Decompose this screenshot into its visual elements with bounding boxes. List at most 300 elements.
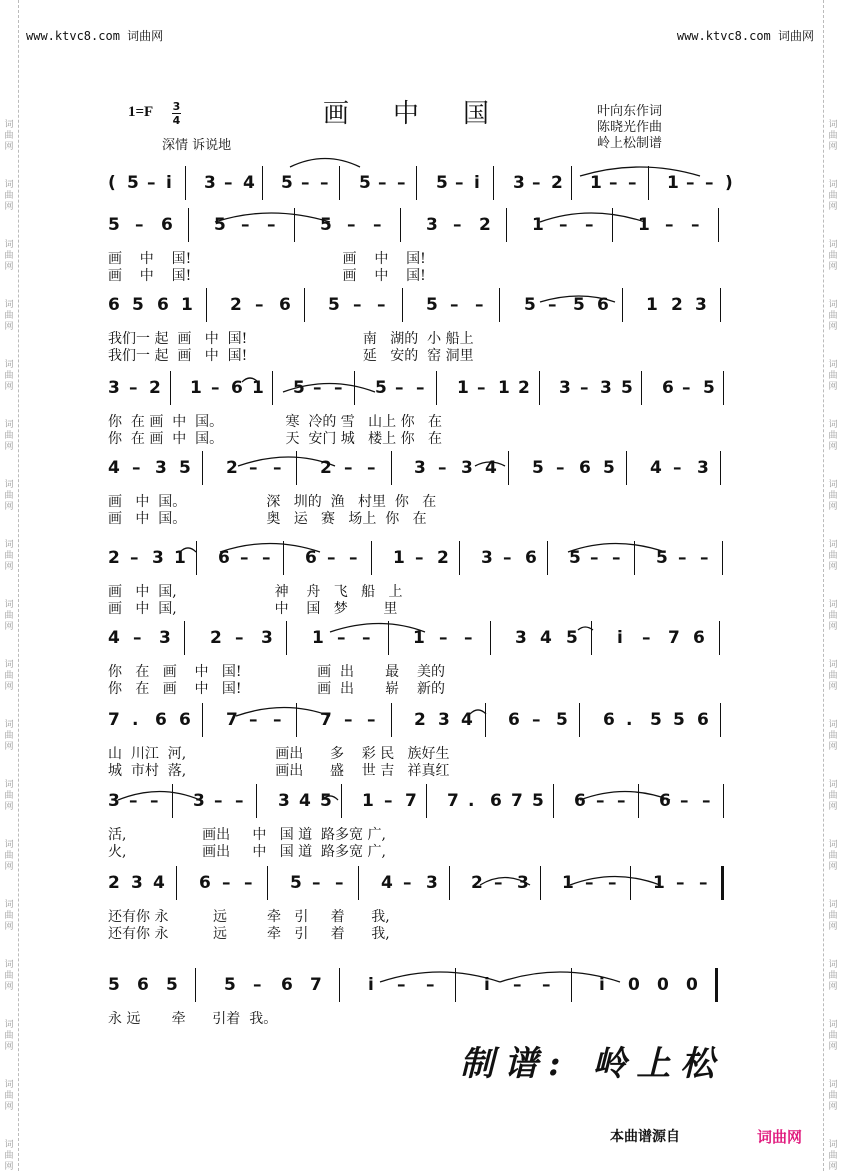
watermark-text: 词曲网 (828, 540, 838, 572)
watermark-text: 词曲网 (828, 120, 838, 152)
note-token: – (532, 173, 541, 193)
note-token: i (368, 975, 374, 995)
lyric-verse-2: 画 中 国。 奥 运 赛 场上 你 在 (108, 511, 427, 527)
note-token: 5 (703, 378, 715, 398)
note-token: – (367, 710, 376, 730)
bar-line (294, 208, 295, 242)
note-token: – (214, 791, 223, 811)
note-token: 1 (312, 628, 324, 648)
bar-line (371, 541, 372, 575)
watermark-text: 词曲网 (828, 900, 838, 932)
note-token: – (130, 548, 139, 568)
bar-line (622, 288, 623, 322)
bar-line (176, 866, 177, 900)
note-token: 1 (646, 295, 658, 315)
note-token: 1 (590, 173, 602, 193)
notation-line (108, 455, 744, 485)
expression-marking: 深情 诉说地 (162, 138, 232, 153)
bar-line (202, 451, 203, 485)
note-token: 4 (108, 458, 120, 478)
note-token: – (241, 215, 250, 235)
bar-line (272, 371, 273, 405)
note-token: 4 (108, 628, 120, 648)
bar-line (723, 784, 724, 818)
note-token: 3 (155, 458, 167, 478)
note-token: – (642, 628, 651, 648)
note-token: 6 (697, 710, 709, 730)
note-token: 6 (108, 295, 120, 315)
note-token: 5 (281, 173, 293, 193)
note-token: – (377, 295, 386, 315)
watermark-text: 词曲网 (4, 180, 14, 212)
note-token: 2 (551, 173, 563, 193)
notation-line (108, 788, 744, 818)
note-token: – (367, 458, 376, 478)
watermark-text: 词曲网 (828, 1080, 838, 1112)
note-token: – (608, 873, 617, 893)
note-token: 3 (481, 548, 493, 568)
lyric-verse-1: 你 在 画 中 国! 画 出 最 美的 (108, 664, 445, 680)
lyric-verse-1: 画 中 国! 画 中 国! (108, 251, 426, 267)
note-token: – (273, 458, 282, 478)
note-token: – (337, 628, 346, 648)
bar-line (184, 621, 185, 655)
note-token: 2 (320, 458, 332, 478)
note-token: 6 (199, 873, 211, 893)
note-token: – (244, 873, 253, 893)
note-token: – (235, 628, 244, 648)
note-token: 1 (393, 548, 405, 568)
note-token: ) (725, 173, 733, 193)
note-token: – (211, 378, 220, 398)
bar-line (490, 621, 491, 655)
note-token: – (532, 710, 541, 730)
note-token: – (596, 791, 605, 811)
note-token: – (556, 458, 565, 478)
note-token: – (503, 548, 512, 568)
note-token: 4 (540, 628, 552, 648)
note-token: 1 (667, 173, 679, 193)
note-token: 1 (413, 628, 425, 648)
notation-line (108, 707, 744, 737)
note-token: 1 (457, 378, 469, 398)
watermark-text: 词曲网 (4, 1020, 14, 1052)
notation-line (108, 292, 744, 322)
note-token: – (678, 548, 687, 568)
bar-line (506, 208, 507, 242)
bar-line (547, 541, 548, 575)
note-token: 2 (108, 873, 120, 893)
bar-line (641, 371, 642, 405)
watermark-text: 词曲网 (4, 840, 14, 872)
watermark-text: 词曲网 (4, 240, 14, 272)
source-note: 本曲谱源自 (610, 1129, 680, 1145)
note-token: 2 (479, 215, 491, 235)
watermark-text: 词曲网 (4, 1140, 14, 1172)
bar-line (339, 968, 340, 1002)
note-token: – (347, 215, 356, 235)
watermark-text: 词曲网 (828, 660, 838, 692)
note-token: 5 (127, 173, 139, 193)
bar-line (539, 371, 540, 405)
watermark-text: 词曲网 (828, 240, 838, 272)
note-token: 5 (673, 710, 685, 730)
bar-line (612, 208, 613, 242)
note-token: 5 (320, 791, 332, 811)
note-token: – (249, 710, 258, 730)
watermark-text: 词曲网 (828, 600, 838, 632)
watermark-text: 词曲网 (828, 1020, 838, 1052)
bar-line (416, 166, 417, 200)
note-token: – (327, 548, 336, 568)
note-token: 5 (621, 378, 633, 398)
note-token: 5 (108, 215, 120, 235)
note-token: 3 (108, 378, 120, 398)
notation-line (108, 545, 744, 575)
note-token: 6 (218, 548, 230, 568)
watermark-text: 词曲网 (828, 780, 838, 812)
note-token: – (335, 873, 344, 893)
note-token: 7 (310, 975, 322, 995)
bar-line (579, 703, 580, 737)
note-token: 5 (290, 873, 302, 893)
note-token: 2 (518, 378, 530, 398)
note-token: – (378, 173, 387, 193)
note-token: – (548, 295, 557, 315)
time-sig-top: 3 (172, 100, 181, 113)
lyric-verse-2: 火, 画出 中 国 道 路多宽 广, (108, 844, 386, 860)
lyricist-credit: 叶向东作词 (597, 104, 663, 119)
bar-line (508, 451, 509, 485)
note-token: – (353, 295, 362, 315)
lyric-verse-2: 城 市村 落, 画出 盛 世 吉 祥真红 (108, 763, 450, 779)
note-token: i (474, 173, 480, 193)
bar-line (391, 451, 392, 485)
note-token: – (513, 975, 522, 995)
note-token: – (320, 173, 329, 193)
note-token: 6 (490, 791, 502, 811)
lyric-verse-1: 画 中 国。 深 圳的 渔 村里 你 在 (108, 494, 437, 510)
note-token: 5 (524, 295, 536, 315)
note-token: – (384, 791, 393, 811)
note-token: 6 (597, 295, 609, 315)
note-token: – (699, 873, 708, 893)
lyric-verse-2: 画 中 国, 中 国 梦 里 (108, 601, 398, 617)
bar-line (449, 866, 450, 900)
note-token: – (477, 378, 486, 398)
note-token: 4 (461, 710, 473, 730)
notation-line (108, 972, 744, 1002)
note-token: 3 (426, 873, 438, 893)
note-token: – (665, 215, 674, 235)
note-token: – (612, 548, 621, 568)
note-token: 5 (108, 975, 120, 995)
note-token: 6 (579, 458, 591, 478)
note-token: 6 (279, 295, 291, 315)
notation-line (108, 212, 744, 242)
note-token: 3 (131, 873, 143, 893)
watermark-text: 词曲网 (4, 660, 14, 692)
note-token: 7 (226, 710, 238, 730)
note-token: – (609, 173, 618, 193)
note-token: – (133, 628, 142, 648)
bar-line (185, 166, 186, 200)
note-token: 2 (414, 710, 426, 730)
site-url-left[interactable]: www.ktvc8.com 词曲网 (26, 29, 164, 43)
bar-line (715, 968, 718, 1002)
note-token: 3 (600, 378, 612, 398)
bar-line (718, 208, 719, 242)
watermark-text: 词曲网 (828, 1140, 838, 1172)
note-token: i (599, 975, 605, 995)
note-token: 6 (603, 710, 615, 730)
transcriber-signature: 制谱: 岭上松 (460, 1044, 725, 1084)
note-token: – (559, 215, 568, 235)
lyric-verse-2: 你 在 画 中 国。 天 安门 城 楼上 你 在 (108, 431, 442, 447)
site-url-right[interactable]: www.ktvc8.com 词曲网 (676, 29, 814, 43)
note-token: – (450, 295, 459, 315)
note-token: 1 (181, 295, 193, 315)
bar-line (391, 703, 392, 737)
note-token: 5 (166, 975, 178, 995)
note-token: 3 (204, 173, 216, 193)
bar-line (206, 288, 207, 322)
note-token: 6 (659, 791, 671, 811)
note-token: 1 (174, 548, 186, 568)
note-token: 0 (657, 975, 669, 995)
note-token: – (617, 791, 626, 811)
slur (290, 159, 360, 168)
note-token: – (426, 975, 435, 995)
note-token: 5 (426, 295, 438, 315)
bar-line (283, 541, 284, 575)
note-token: – (705, 173, 714, 193)
watermark-text: 词曲网 (4, 600, 14, 632)
note-token: 3 (414, 458, 426, 478)
note-token: – (129, 378, 138, 398)
notation-line (108, 170, 744, 200)
note-token: i (484, 975, 490, 995)
note-token: 5 (179, 458, 191, 478)
note-token: 6 (137, 975, 149, 995)
watermark-text: 词曲网 (828, 480, 838, 512)
note-token: – (676, 873, 685, 893)
bar-line (626, 451, 627, 485)
note-token: – (362, 628, 371, 648)
note-token: 7 (320, 710, 332, 730)
bar-line (638, 784, 639, 818)
bar-line (648, 166, 649, 200)
note-token: 5 (656, 548, 668, 568)
bar-line (540, 866, 541, 900)
note-token: 4 (485, 458, 497, 478)
note-token: 6 (525, 548, 537, 568)
note-token: – (255, 295, 264, 315)
bar-line (170, 371, 171, 405)
lyric-verse-2: 画 中 国! 画 中 国! (108, 268, 426, 284)
note-token: 3 (559, 378, 571, 398)
note-token: 5 (650, 710, 662, 730)
bar-line (485, 703, 486, 737)
note-token: 3 (697, 458, 709, 478)
note-token: – (249, 458, 258, 478)
note-token: 6 (693, 628, 705, 648)
bar-line (354, 371, 355, 405)
bar-line (188, 208, 189, 242)
note-token: 4 (650, 458, 662, 478)
bar-line (196, 541, 197, 575)
note-token: – (273, 710, 282, 730)
transcriber-credit: 岭上松制谱 (597, 136, 663, 151)
note-token: 5 (573, 295, 585, 315)
note-token: – (682, 378, 691, 398)
bar-line (723, 371, 724, 405)
watermark-text: 词曲网 (828, 300, 838, 332)
note-token: – (686, 173, 695, 193)
note-token: 3 (517, 873, 529, 893)
notation-line (108, 870, 744, 900)
note-token: – (349, 548, 358, 568)
note-token: 3 (152, 548, 164, 568)
bar-line (202, 703, 203, 737)
note-token: 4 (299, 791, 311, 811)
note-token: i (617, 628, 623, 648)
note-token: 0 (628, 975, 640, 995)
note-token: 2 (671, 295, 683, 315)
note-token: – (150, 791, 159, 811)
watermark-text: 词曲网 (4, 960, 14, 992)
bar-line (296, 703, 297, 737)
left-margin-strip (0, 0, 19, 1171)
note-token: – (702, 791, 711, 811)
bar-line (455, 968, 456, 1002)
note-token: – (132, 458, 141, 478)
note-token: – (129, 791, 138, 811)
note-token: 6 (179, 710, 191, 730)
watermark-text: 词曲网 (4, 420, 14, 452)
note-token: 5 (132, 295, 144, 315)
bar-line (571, 166, 572, 200)
lyric-verse-2: 你 在 画 中 国! 画 出 崭 新的 (108, 681, 445, 697)
bar-line (267, 866, 268, 900)
note-token: 1 (252, 378, 264, 398)
note-token: . (468, 791, 475, 811)
bar-line (195, 968, 196, 1002)
bar-line (262, 166, 263, 200)
watermark-text: 词曲网 (828, 420, 838, 452)
note-token: 5 (359, 173, 371, 193)
bar-line (722, 541, 723, 575)
watermark-text: 词曲网 (4, 1080, 14, 1112)
note-token: – (680, 791, 689, 811)
watermark-text: 词曲网 (4, 720, 14, 752)
note-token: – (344, 710, 353, 730)
note-token: 2 (108, 548, 120, 568)
brand-link[interactable]: 词曲网 (757, 1128, 803, 1146)
bar-line (286, 621, 287, 655)
note-token: – (700, 548, 709, 568)
note-token: – (334, 378, 343, 398)
note-token: – (494, 873, 503, 893)
note-token: 3 (108, 791, 120, 811)
note-token: 2 (471, 873, 483, 893)
lyric-verse-2: 我们一 起 画 中 国! 延 安的 窑 洞里 (108, 348, 474, 364)
note-token: . (132, 710, 139, 730)
note-token: – (301, 173, 310, 193)
composer-credit: 陈晓光作曲 (597, 120, 663, 135)
note-token: . (626, 710, 633, 730)
note-token: – (415, 548, 424, 568)
note-token: 2 (230, 295, 242, 315)
note-token: 1 (562, 873, 574, 893)
note-token: – (585, 873, 594, 893)
note-token: ( (108, 173, 116, 193)
watermark-text: 词曲网 (828, 960, 838, 992)
note-token: – (222, 873, 231, 893)
bar-line (720, 288, 721, 322)
note-token: – (262, 548, 271, 568)
note-token: 1 (498, 378, 510, 398)
note-token: 0 (686, 975, 698, 995)
note-token: – (455, 173, 464, 193)
lyric-verse-2: 还有你 永 远 牵 引 着 我, (108, 926, 390, 942)
note-token: 2 (437, 548, 449, 568)
note-token: 5 (556, 710, 568, 730)
note-token: – (373, 215, 382, 235)
note-token: 7 (668, 628, 680, 648)
notation-line (108, 375, 744, 405)
bar-line (630, 866, 631, 900)
note-token: – (590, 548, 599, 568)
bar-line (553, 784, 554, 818)
key-signature: 1=F (128, 104, 154, 120)
note-token: 6 (155, 710, 167, 730)
notation-line (108, 625, 744, 655)
lyric-verse-1: 画 中 国, 神 舟 飞 船 上 (108, 584, 403, 600)
note-token: 1 (532, 215, 544, 235)
note-token: – (464, 628, 473, 648)
lyric-verse-1: 山 川江 河, 画出 多 彩 民 族好生 (108, 746, 450, 762)
note-token: 5 (224, 975, 236, 995)
note-token: 3 (261, 628, 273, 648)
note-token: 5 (532, 458, 544, 478)
watermark-text: 词曲网 (4, 120, 14, 152)
note-token: 5 (328, 295, 340, 315)
bar-line (459, 541, 460, 575)
note-token: 3 (278, 791, 290, 811)
note-token: 6 (161, 215, 173, 235)
note-token: 2 (149, 378, 161, 398)
note-token: 3 (515, 628, 527, 648)
watermark-text: 词曲网 (828, 840, 838, 872)
note-token: 3 (426, 215, 438, 235)
note-token: 6 (281, 975, 293, 995)
note-token: – (673, 458, 682, 478)
bar-line (304, 288, 305, 322)
bar-line (172, 784, 173, 818)
credits (597, 104, 662, 152)
note-token: – (135, 215, 144, 235)
note-token: 7 (447, 791, 459, 811)
bar-line (719, 621, 720, 655)
note-token: 5 (320, 215, 332, 235)
note-token: 6 (305, 548, 317, 568)
note-token: 3 (438, 710, 450, 730)
note-token: 5 (566, 628, 578, 648)
note-token: 7 (405, 791, 417, 811)
note-token: – (147, 173, 156, 193)
note-token: – (439, 628, 448, 648)
